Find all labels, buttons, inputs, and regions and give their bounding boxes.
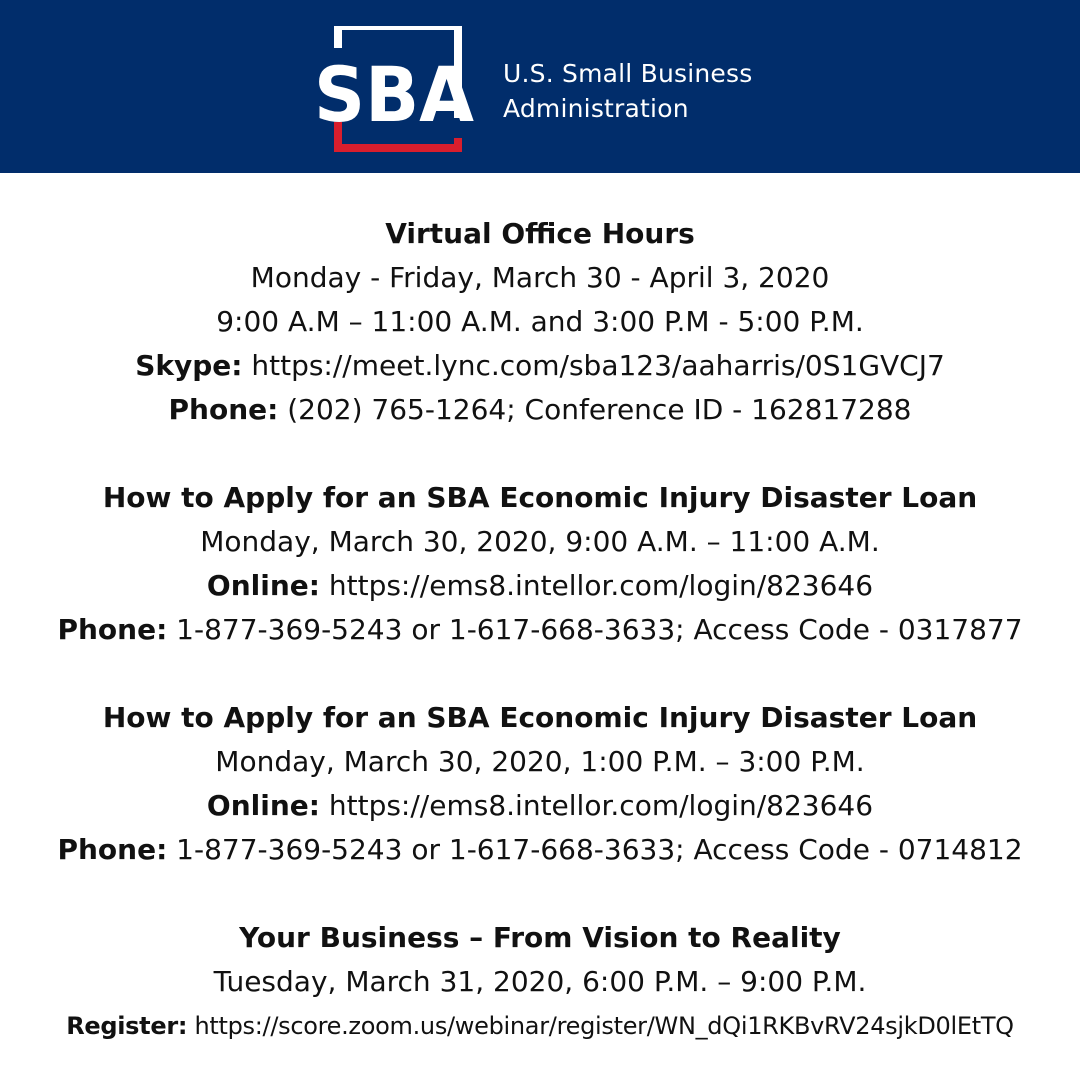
- event-block: [0, 696, 1080, 872]
- header-banner: [0, 0, 1080, 173]
- phone-label: Phone:: [168, 393, 279, 426]
- event-time: 9:00 A.M – 11:00 A.M. and 3:00 P.M - 5:00 P.M.: [216, 305, 864, 338]
- event-register-line: [0, 1004, 1080, 1048]
- event-online-line: [0, 564, 1080, 608]
- event-date: Monday - Friday, March 30 - April 3, 2020: [250, 261, 830, 294]
- spacer: [0, 432, 1080, 476]
- event-online-line: [0, 784, 1080, 828]
- phone-value: 1-877-369-5243 or 1-617-668-3633; Access Code - 0317877: [167, 613, 1023, 646]
- org-name-line1: U.S. Small Business: [503, 59, 753, 88]
- event-title: Your Business – From Vision to Reality: [239, 921, 841, 954]
- event-date: Monday, March 30, 2020, 1:00 P.M. – 3:00 P.M.: [215, 745, 865, 778]
- register-link[interactable]: https://score.zoom.us/webinar/register/WN_dQi1RKBvRV24sjkD0lEtTQ: [187, 1012, 1014, 1040]
- phone-value: 1-877-369-5243 or 1-617-668-3633; Access Code - 0714812: [167, 833, 1023, 866]
- event-block: [0, 476, 1080, 652]
- event-phone-line: [0, 828, 1080, 872]
- event-title: How to Apply for an SBA Economic Injury Disaster Loan: [102, 701, 978, 734]
- event-phone-line: [0, 608, 1080, 652]
- event-title: Virtual Office Hours: [385, 217, 695, 250]
- phone-label: Phone:: [57, 833, 168, 866]
- register-label: Register:: [66, 1012, 188, 1040]
- phone-label: Phone:: [57, 613, 168, 646]
- event-date: Monday, March 30, 2020, 9:00 A.M. – 11:00 A.M.: [200, 525, 880, 558]
- skype-link[interactable]: https://meet.lync.com/sba123/aaharris/0S1GVCJ7: [242, 349, 945, 382]
- event-title: How to Apply for an SBA Economic Injury Disaster Loan: [102, 481, 978, 514]
- event-block: [0, 916, 1080, 1048]
- online-label: Online:: [206, 789, 320, 822]
- phone-value: (202) 765-1264; Conference ID - 162817288: [278, 393, 912, 426]
- event-date: Tuesday, March 31, 2020, 6:00 P.M. – 9:00 P.M.: [213, 965, 867, 998]
- online-link[interactable]: https://ems8.intellor.com/login/823646: [319, 789, 874, 822]
- skype-label: Skype:: [135, 349, 243, 382]
- event-list: [0, 212, 1080, 1048]
- sba-logo: [312, 26, 482, 152]
- logo-letters: SBA: [314, 50, 475, 139]
- spacer: [0, 872, 1080, 916]
- org-name-line2: Administration: [503, 94, 689, 123]
- org-name: [503, 56, 752, 126]
- online-link[interactable]: https://ems8.intellor.com/login/823646: [319, 569, 874, 602]
- event-skype-line: [0, 344, 1080, 388]
- online-label: Online:: [206, 569, 320, 602]
- spacer: [0, 652, 1080, 696]
- event-block: [0, 212, 1080, 432]
- event-phone-line: [0, 388, 1080, 432]
